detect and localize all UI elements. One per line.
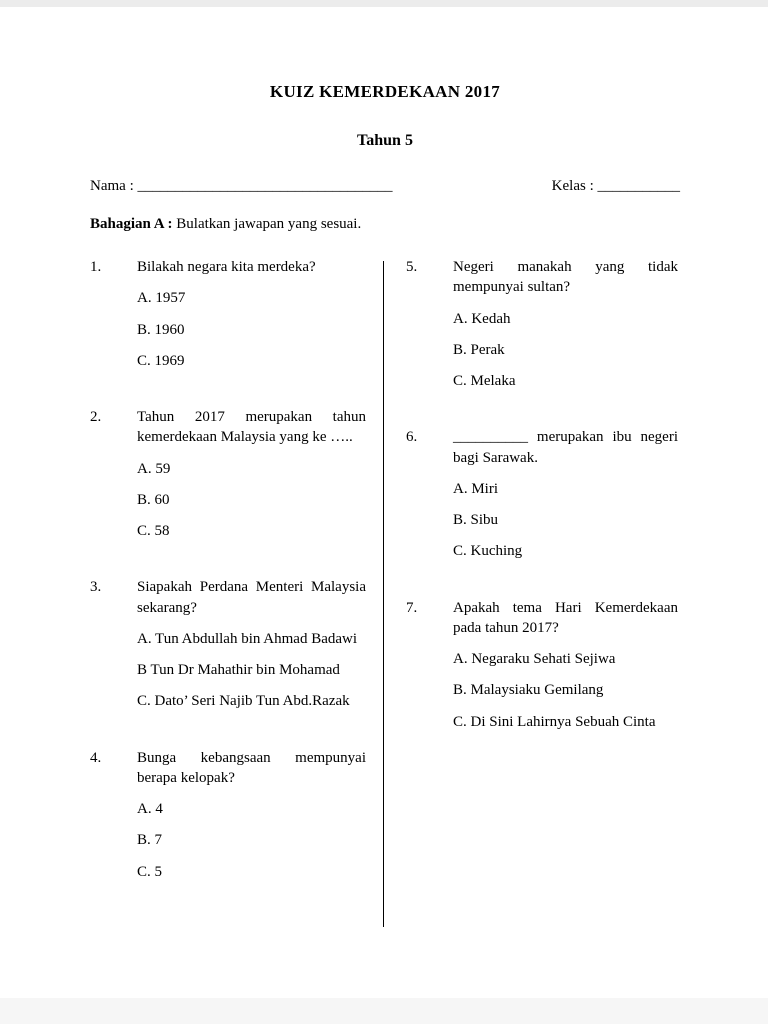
- questions-right-column: [406, 257, 678, 882]
- question-number: 3.: [90, 579, 102, 596]
- option-line: B. 1960: [137, 321, 185, 338]
- question-text: Tahun 2017 merupakan tahun kemerdekaan Malaysia yang ke …..: [137, 409, 366, 446]
- option-line: C. Di Sini Lahirnya Sebuah Cinta: [453, 713, 656, 730]
- question-text: Negeri manakah yang tidak mempunyai sultan?: [453, 259, 678, 296]
- question-item-5: [406, 257, 678, 391]
- option-line: A. 59: [137, 460, 171, 477]
- option-line: B. 60: [137, 491, 170, 508]
- option-line: C. 5: [137, 863, 163, 880]
- option-line: B. Sibu: [453, 512, 499, 528]
- question-item-1: [90, 257, 366, 371]
- question-body: [453, 427, 678, 561]
- question-body: [137, 407, 366, 541]
- page-top-edge: [0, 0, 768, 7]
- nama-field: Nama : __________________________________: [90, 178, 393, 194]
- option-line: A. Negaraku Sehati Sejiwa: [453, 651, 616, 667]
- name-class-row: [90, 178, 680, 195]
- questions-section: [90, 257, 680, 882]
- option-line: B Tun Dr Mahathir bin Mohamad: [137, 662, 340, 678]
- option-line: B. 7: [137, 832, 163, 849]
- question-item-6: [406, 427, 678, 561]
- question-item-2: [90, 407, 366, 541]
- option-line: B. Perak: [453, 341, 505, 358]
- question-text: Bilakah negara kita merdeka?: [137, 259, 316, 275]
- question-text: Siapakah Perdana Menteri Malaysia sekarang?: [137, 579, 366, 616]
- question-item-4: [90, 748, 366, 882]
- option-line: C. Dato’ Seri Najib Tun Abd.Razak: [137, 693, 350, 710]
- question-text: Bunga kebangsaan mempunyai berapa kelopak?: [137, 749, 366, 786]
- question-number: 6.: [406, 429, 418, 446]
- option-line: C. Kuching: [453, 543, 523, 560]
- question-item-7: [406, 598, 678, 732]
- option-line: C. Melaka: [453, 373, 516, 389]
- question-item-3: [90, 577, 366, 711]
- question-number: 4.: [90, 749, 102, 766]
- question-body: [453, 598, 678, 732]
- page-bottom-edge: [0, 998, 768, 1024]
- option-line: A. Kedah: [453, 310, 511, 327]
- question-text: Apakah tema Hari Kemerdekaan pada tahun 2017?: [453, 599, 678, 636]
- question-text: __________ merupakan ibu negeri bagi Sarawak.: [453, 429, 678, 466]
- question-number: 1.: [90, 259, 102, 275]
- page-title: KUIZ KEMERDEKAAN 2017: [269, 82, 501, 101]
- option-line: A. Miri: [453, 480, 498, 497]
- page-subtitle: Tahun 5: [357, 132, 413, 149]
- question-body: [137, 577, 366, 711]
- option-line: A. Tun Abdullah bin Ahmad Badawi: [137, 630, 358, 647]
- question-number: 2.: [90, 409, 102, 425]
- question-body: [137, 257, 366, 371]
- option-line: C. 1969: [137, 352, 185, 369]
- questions-left-column: [90, 257, 366, 882]
- kelas-field: Kelas : ___________: [551, 178, 680, 194]
- section-heading-label: Bahagian A :: [90, 216, 173, 232]
- question-number: 7.: [406, 599, 418, 616]
- question-body: [453, 257, 678, 391]
- option-line: B. Malaysiaku Gemilang: [453, 682, 604, 699]
- option-line: A. 1957: [137, 290, 186, 307]
- option-line: A. 4: [137, 801, 163, 817]
- column-divider: [383, 261, 384, 927]
- section-heading: [90, 216, 680, 233]
- question-number: 5.: [406, 259, 418, 275]
- section-heading-text: Bulatkan jawapan yang sesuai.: [176, 216, 362, 232]
- question-body: [137, 748, 366, 882]
- option-line: C. 58: [137, 523, 170, 539]
